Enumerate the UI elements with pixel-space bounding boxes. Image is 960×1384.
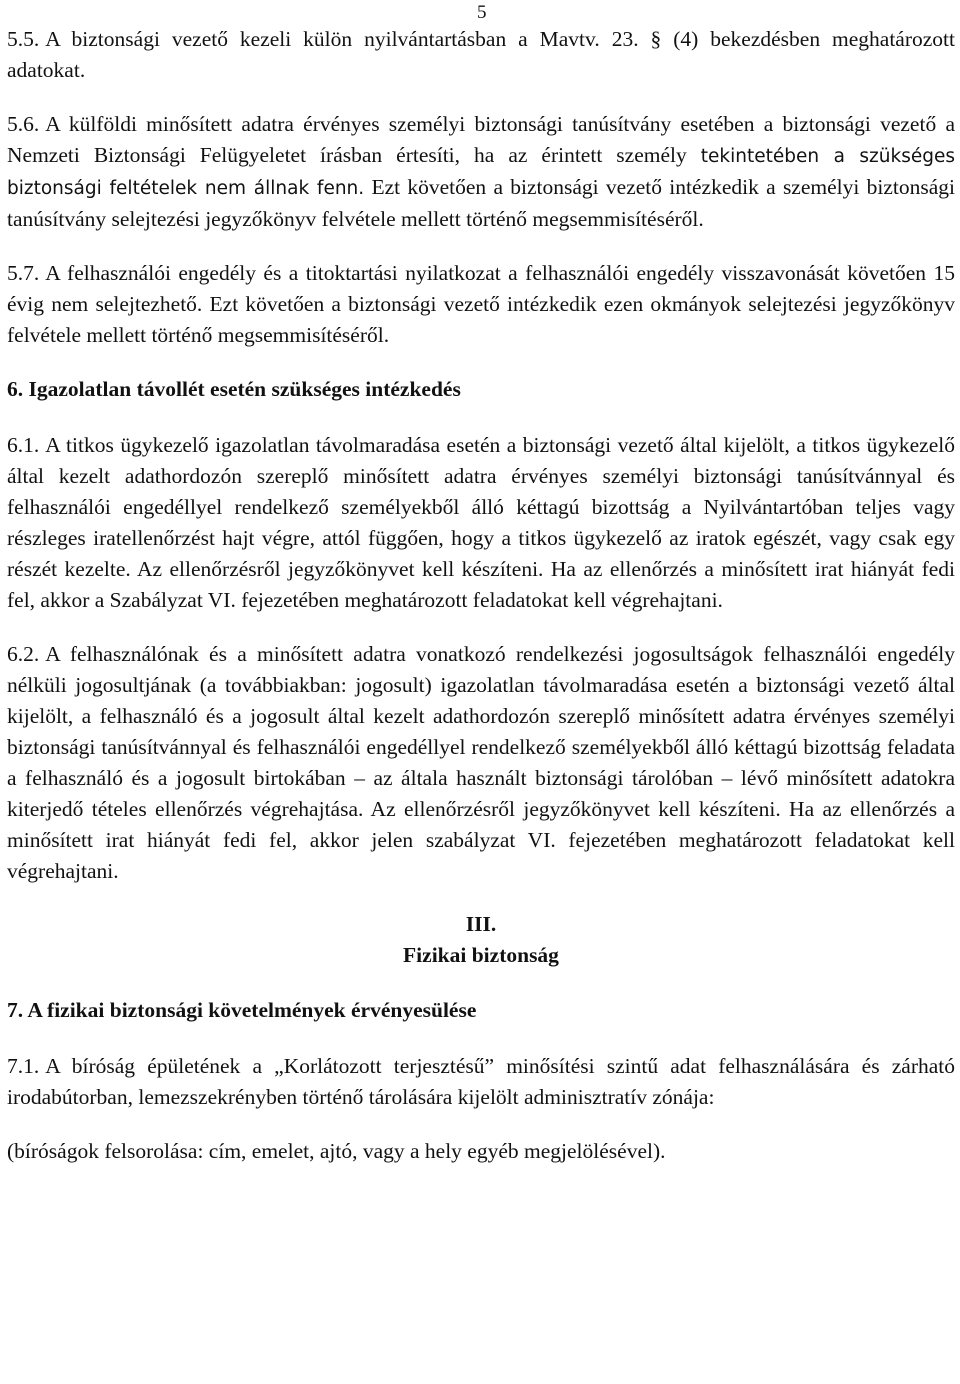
paragraph-number: 5.5.: [7, 27, 40, 51]
part-heading-III: [7, 909, 955, 971]
paragraph-text: A biztonsági vezető kezeli külön nyilvántartásban a Mavtv. 23. § (4) bekezdésben meghatározott adatokat.: [7, 27, 955, 82]
paragraph-text-sans: tekintetében a szükséges biztonsági feltételek nem állnak fenn.: [7, 146, 955, 199]
document-page: [7, 0, 955, 1384]
paragraph-text: A bíróság épületének a „Korlátozott terjesztésű” minősítési szintű adat felhasználására és zárható irodabútorban, lemezszekrényben történő tárolására kijelölt adminisztratív zónája:: [7, 1054, 955, 1109]
paragraph-text: A külföldi minősített adatra érvényes személyi biztonsági tanúsítvány esetében a biztonsági vezető a Nemzeti Biztonsági Felügyeletet írásban értesíti, ha az érintett személy: [7, 112, 955, 167]
paragraph-text: A felhasználói engedély és a titoktartási nyilatkozat a felhasználói engedély visszavonását követően 15 évig nem selejtezhető. Ezt követően a biztonsági vezető intézkedik ezen okmányok selejtezési jegyzőkönyv felvétele mellett történő megsemmisítéséről.: [7, 261, 955, 347]
paragraph-5-5: [7, 24, 955, 86]
paragraph-number: 5.7.: [7, 261, 40, 285]
paragraph-court-list: (bíróságok felsorolása: cím, emelet, ajtó, vagy a hely egyéb megjelölésével).: [7, 1139, 666, 1163]
part-title: Fizikai biztonság: [403, 943, 559, 967]
paragraph-text: A titkos ügykezelő igazolatlan távolmaradása esetén a biztonsági vezető által kijelölt, a titkos ügykezelő által kezelt adathordozón szereplő minősített adatra érvényes személyi biztonsági tanúsítvánnyal és felhasználói engedéllyel rendelkező személyekből álló kéttagú bizottság a Nyilvántartóban teljes vagy részleges iratellenőrzést hajt végre, attól függően, hogy a titkos ügykezelő az iratok egészét, vagy csak egy részét kezelte. Az ellenőrzésről jegyzőkönyvet kell készíteni. Ha az ellenőrzés a minősített irat hiányát fedi fel, akkor a Szabályzat VI. fejezetében meghatározott feladatokat kell végrehajtani.: [7, 433, 955, 612]
section-heading-7: 7. A fizikai biztonsági követelmények érvényesülése: [7, 998, 477, 1022]
document-body: [7, 24, 955, 1190]
paragraph-5-7: [7, 258, 955, 351]
paragraph-number: 7.1.: [7, 1054, 40, 1078]
paragraph-text: A felhasználónak és a minősített adatra vonatkozó rendelkezési jogosultságok felhasználói engedély nélküli jogosultjának (a továbbiakban: jogosult) igazolatlan távolmaradása esetén a biztonsági vezető által kijelölt, a felhasználó és a jogosult által kezelt adathordozón szereplő minősített adatra érvényes személyi biztonsági tanúsítvánnyal és felhasználói engedéllyel rendelkező személyekből álló kéttagú bizottság feladata a felhasználó és a jogosult birtokában – az általa használt biztonsági tárolóban – lévő minősített adatokra kiterjedő tételes ellenőrzés végrehajtása. Az ellenőrzésről jegyzőkönyvet kell készíteni. Ha az ellenőrzés a minősített irat hiányát fedi fel, akkor jelen szabályzat VI. fejezetében meghatározott feladatokat kell végrehajtani.: [7, 642, 955, 883]
paragraph-5-6: [7, 109, 955, 235]
paragraph-number: 6.1.: [7, 433, 40, 457]
page-number: 5: [477, 2, 487, 23]
paragraph-7-1: [7, 1051, 955, 1113]
paragraph-number: 5.6.: [7, 112, 40, 136]
paragraph-6-2: [7, 639, 955, 887]
paragraph-number: 6.2.: [7, 642, 40, 666]
paragraph-text: Ezt követően a biztonsági vezető intézkedik a személyi biztonsági tanúsítvány selejtezési jegyzőkönyv felvétele mellett történő megsemmisítéséről.: [7, 175, 956, 231]
paragraph-6-1: [7, 430, 955, 616]
section-heading-6: 6. Igazolatlan távollét esetén szükséges intézkedés: [7, 377, 461, 401]
part-numeral: III.: [465, 912, 497, 936]
